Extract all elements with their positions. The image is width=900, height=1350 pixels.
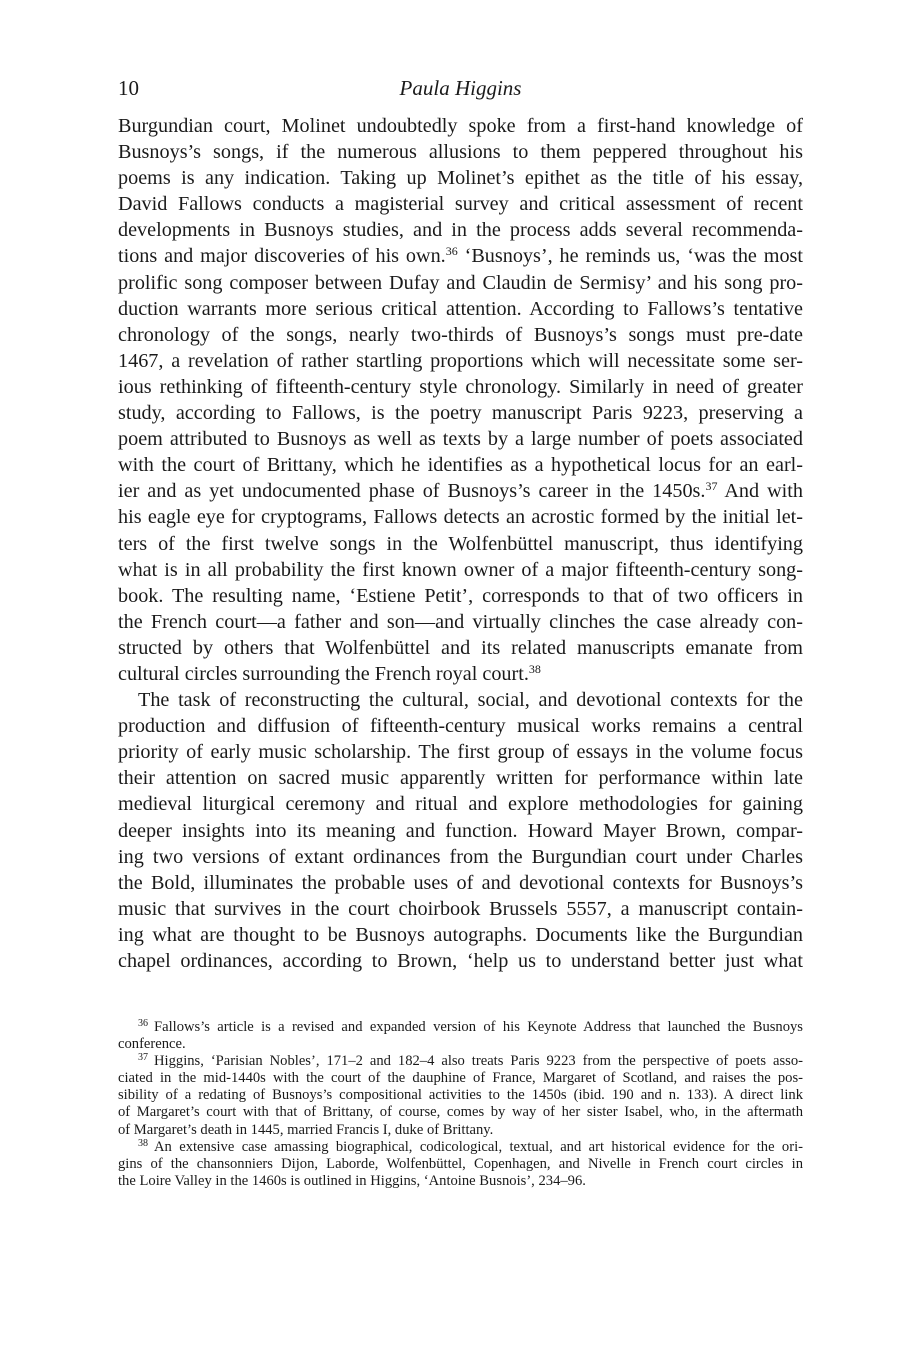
body-line: what is in all probability the first known owner of a major fifteenth-century song- (118, 558, 803, 581)
footnote-number: 36 (138, 1018, 148, 1029)
body-text (118, 113, 803, 974)
footnote-38 (118, 1139, 803, 1190)
footnote-line: of Margaret’s court with that of Brittany, of course, comes by way of her sister Isabel, who, in the aftermath (118, 1104, 803, 1121)
body-line: ier and as yet undocumented phase of Busnoys’s career in the 1450s.$^{37}$ And with (118, 479, 803, 503)
page-number: 10 (118, 76, 139, 100)
footnote-line: of Margaret’s death in 1445, married Francis I, duke of Brittany. (118, 1121, 494, 1138)
body-line: ing two versions of extant ordinances from the Burgundian court under Charles (118, 845, 803, 868)
body-line: book. The resulting name, ‘Estiene Petit’, corresponds to that of two officers in (118, 584, 803, 607)
body-line: music that survives in the court choirbook Brussels 5557, a manuscript contain- (118, 897, 803, 920)
body-line: structed by others that Wolfenbüttel and its related manuscripts emanate from (118, 636, 803, 659)
body-line: The task of reconstructing the cultural, social, and devotional contexts for the (138, 689, 803, 712)
body-line: chapel ordinances, according to Brown, ‘help us to understand better just what (118, 950, 803, 972)
body-line: production and diffusion of fifteenth-century musical works remains a central (118, 715, 803, 738)
footnote-line (118, 1019, 803, 1036)
body-line: 1467, a revelation of rather startling proportions which will necessitate some ser- (118, 349, 803, 372)
footnote-line (118, 1139, 803, 1156)
footnote-text: Fallows’s article is a revised and expanded version of his Keynote Address that launched the Busnoys (154, 1019, 803, 1035)
footnote-reference[interactable]: 38 (528, 661, 541, 676)
body-line: their attention on sacred music apparently written for performance within late (118, 767, 803, 790)
body-line: deeper insights into its meaning and function. Howard Mayer Brown, compar- (118, 819, 803, 842)
body-line: the French court—a father and son—and virtually clinches the case already con- (118, 610, 803, 633)
footnote-line: the Loire Valley in the 1460s is outlined in Higgins, ‘Antoine Busnois’, 234–96. (118, 1172, 586, 1189)
body-line: Busnoys’s songs, if the numerous allusions to them peppered throughout his (118, 141, 803, 164)
body-line: poem attributed to Busnoys as well as texts by a large number of poets associated (118, 428, 803, 451)
body-line: poems is any indication. Taking up Molinet’s epithet as the title of his essay, (118, 167, 803, 190)
footnote-text: An extensive case amassing biographical, codicological, textual, and art historical evidence for the ori- (154, 1138, 803, 1155)
running-title: Paula Higgins (399, 76, 522, 100)
paragraph-1 (118, 113, 803, 687)
body-line: prolific song composer between Dufay and Claudin de Sermisy’ and his song pro- (118, 271, 803, 294)
body-line: medieval liturgical ceremony and ritual and explore methodologies for gaining (118, 793, 803, 816)
footnote-line: ciated in the mid-1440s with the court of the dauphine of France, Margaret of Scotland, and raises the pos- (118, 1070, 803, 1087)
footnote-reference[interactable]: 37 (705, 479, 718, 494)
paragraph-2 (118, 687, 803, 974)
body-line: developments in Busnoys studies, and in the process adds several recommenda- (118, 219, 803, 242)
footnote-number: 37 (138, 1052, 148, 1064)
footnote-line: sibility of a redating of Busnoys’s compositional activities to the 1450s (ibid. 190 and n. 133). A direct link (118, 1087, 803, 1104)
body-line: tions and major discoveries of his own.$^{36}$ ‘Busnoys’, he reminds us, ‘was the most (118, 244, 803, 268)
footnote-reference[interactable]: 36 (445, 244, 458, 259)
footnote-line: conference. (118, 1036, 186, 1053)
body-line: David Fallows conducts a magisterial survey and critical assessment of recent (118, 193, 803, 216)
body-line: with the court of Brittany, which he identifies as a hypothetical locus for an earl- (118, 454, 803, 477)
body-line: priority of early music scholarship. The first group of essays in the volume focus (118, 741, 803, 764)
running-head (118, 74, 803, 102)
footnote-line (118, 1053, 803, 1070)
body-line: cultural circles surrounding the French royal court.$^{38}$ (118, 661, 541, 685)
footnote-number: 38 (138, 1137, 148, 1149)
body-line: ters of the first twelve songs in the Wolfenbüttel manuscript, thus identifying (118, 532, 803, 555)
footnote-text: Higgins, ‘Parisian Nobles’, 171–2 and 182–4 also treats Paris 9223 from the perspective of poets asso- (154, 1053, 803, 1070)
footnote-36 (118, 1019, 803, 1053)
body-line: ious rethinking of fifteenth-century style chronology. Similarly in need of greater (118, 375, 803, 398)
footnote-line: gins of the chansonniers Dijon, Laborde, Wolfenbüttel, Copenhagen, and Nivelle in French court circles in (118, 1155, 803, 1172)
body-line: his eagle eye for cryptograms, Fallows detects an acrostic formed by the initial let- (118, 506, 803, 529)
body-line: Burgundian court, Molinet undoubtedly spoke from a first-hand knowledge of (118, 115, 803, 137)
body-line: chronology of the songs, nearly two-thirds of Busnoys’s songs must pre-date (118, 323, 803, 346)
body-line: duction warrants more serious critical attention. According to Fallows’s tentative (118, 297, 803, 320)
body-line: the Bold, illuminates the probable uses of and devotional contexts for Busnoys’s (118, 871, 803, 894)
body-line: ing what are thought to be Busnoys autographs. Documents like the Burgundian (118, 923, 803, 946)
body-line: study, according to Fallows, is the poetry manuscript Paris 9223, preserving a (118, 402, 803, 425)
footnotes (118, 1019, 803, 1190)
footnote-37 (118, 1053, 803, 1138)
